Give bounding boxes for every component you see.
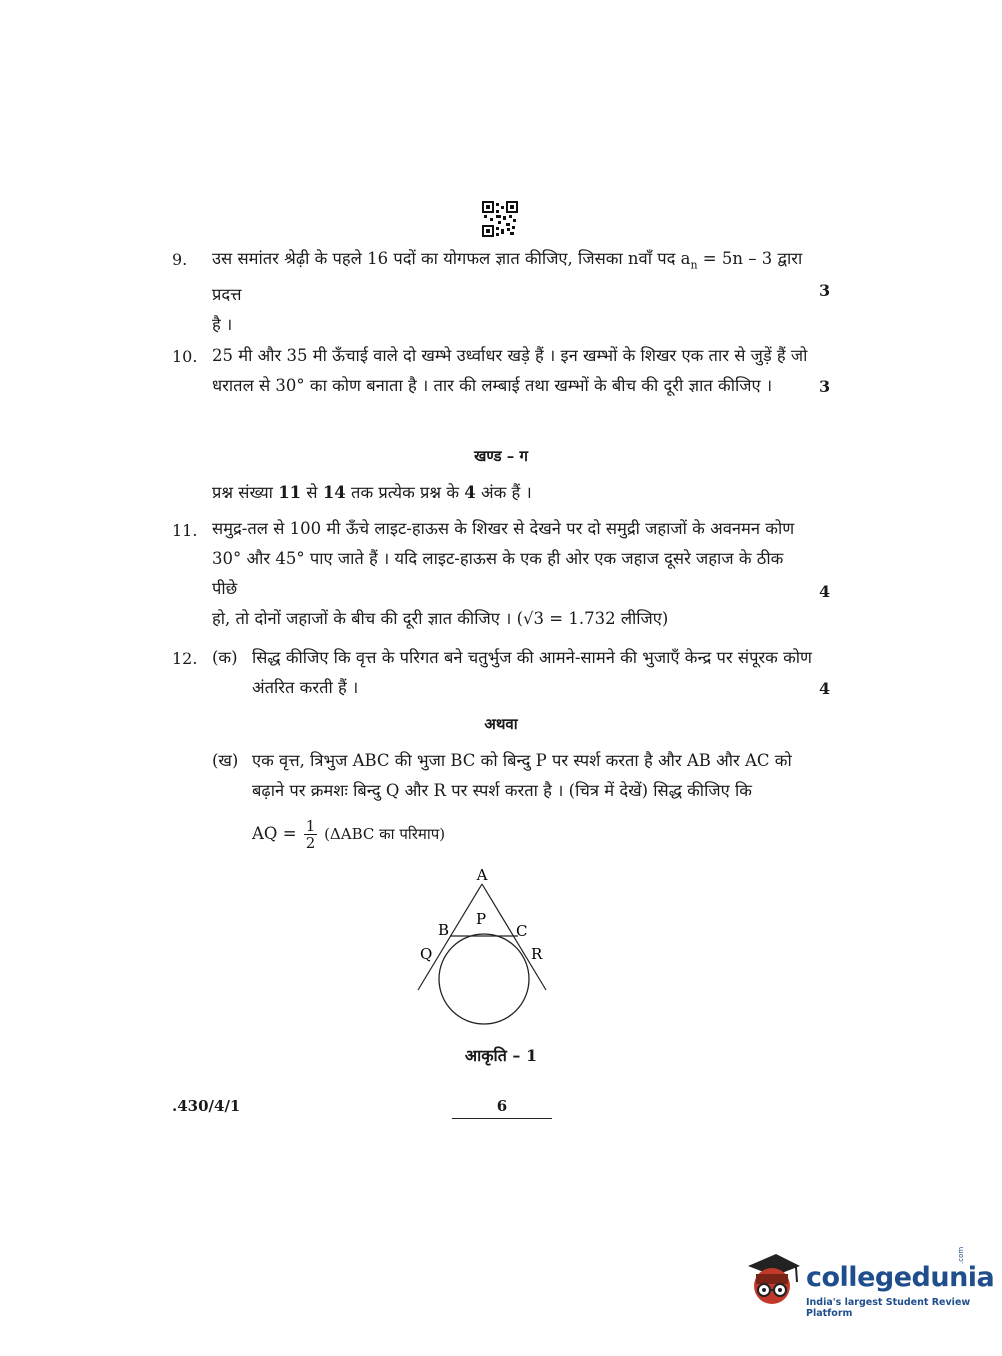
option-label: (ख) xyxy=(212,751,239,770)
page-number: 6 xyxy=(496,1097,508,1115)
question-11-line-1: समुद्र-तल से 100 मी ऊँचे लाइट-हाऊस के शिखर से देखने पर दो समुद्री जहाजों के अवनमन कोण xyxy=(212,519,795,538)
brand-tagline: India's largest Student Review Platform xyxy=(806,1297,971,1319)
question-11-line-3: हो, तो दोनों जहाजों के बीच की दूरी ज्ञात कीजिए । (√3 = 1.732 लीजिए) xyxy=(212,609,669,628)
question-12a-line-2: अंतरित करती हैं । xyxy=(252,678,359,697)
question-10-line-1: 25 मी और 35 मी ऊँचाई वाले दो खम्भे उर्ध्वाधर खड़े हैं । इन खम्भों के शिखर एक तार से जुड़ें हैं जो xyxy=(212,346,808,365)
label-q: Q xyxy=(420,945,433,963)
label-c: C xyxy=(516,922,528,940)
marks: 4 xyxy=(819,679,831,698)
question-11-line-2: 30° और 45° पाए जाते हैं । यदि लाइट-हाऊस के एक ही ओर एक जहाज दूसरे जहाज के ठीक पीछे xyxy=(212,549,784,598)
question-9-text xyxy=(212,244,812,340)
label-a: A xyxy=(476,866,488,884)
question-12a-text xyxy=(252,643,812,703)
brand-name: collegedunia xyxy=(806,1262,995,1293)
marks: 4 xyxy=(819,582,831,601)
question-10-line-2: धरातल से 30° का कोण बनाता है । तार की लम्बाई तथा खम्भों के बीच की दूरी ज्ञात कीजिए । xyxy=(212,376,773,395)
question-9-line-2: है । xyxy=(212,315,233,335)
marks: 3 xyxy=(819,377,831,396)
paper-code: .430/4/1 xyxy=(172,1097,241,1115)
question-number: 11. xyxy=(172,521,198,540)
question-12b-line-1: एक वृत्त, त्रिभुज ABC की भुजा BC को बिन्दु P पर स्पर्श करता है और AB और AC को xyxy=(252,751,792,770)
brand-suffix: .com xyxy=(957,1246,965,1264)
qr-code xyxy=(482,201,518,237)
section-instructions: प्रश्न संख्या 11 से 14 तक प्रत्येक प्रश्न के 4 अंक हैं । xyxy=(212,483,532,502)
or-separator: अथवा xyxy=(484,715,518,733)
page-number-underline xyxy=(452,1118,552,1119)
question-10-text xyxy=(212,341,812,401)
figure-triangle-circle xyxy=(412,864,552,1034)
question-12b-line-2: बढ़ाने पर क्रमशः बिन्दु Q और R पर स्पर्श करता है । (चित्र में देखें) सिद्ध कीजिए कि xyxy=(252,781,752,800)
collegedunia-mascot-icon xyxy=(742,1252,802,1312)
marks: 3 xyxy=(819,281,831,300)
label-b: B xyxy=(438,921,450,939)
question-12a-line-1: सिद्ध कीजिए कि वृत्त के परिगत बने चतुर्भुज की आमने-सामने की भुजाएँ केन्द्र पर संपूरक कोण xyxy=(252,648,812,667)
label-r: R xyxy=(531,945,543,963)
figure-caption: आकृति – 1 xyxy=(464,1046,538,1065)
question-number: 12. xyxy=(172,649,198,668)
label-p: P xyxy=(476,910,487,928)
section-title: खण्ड – ग xyxy=(474,447,528,465)
option-label: (क) xyxy=(212,648,238,667)
question-12b-text xyxy=(252,746,812,806)
question-number: 9. xyxy=(172,250,188,269)
question-9-line-1: उस समांतर श्रेढ़ी के पहले 16 पदों का योगफल ज्ञात कीजिए, जिसका nवाँ पद $a_n = 5n - 3$ द्वारा प्रदत्त xyxy=(212,249,803,305)
question-11-text xyxy=(212,514,812,634)
question-number: 10. xyxy=(172,347,198,366)
fraction: $\frac{1}{2}$ xyxy=(305,817,316,852)
formula: AQ = $\frac{1}{2}$ (ΔABC का परिमाप) xyxy=(252,817,446,852)
